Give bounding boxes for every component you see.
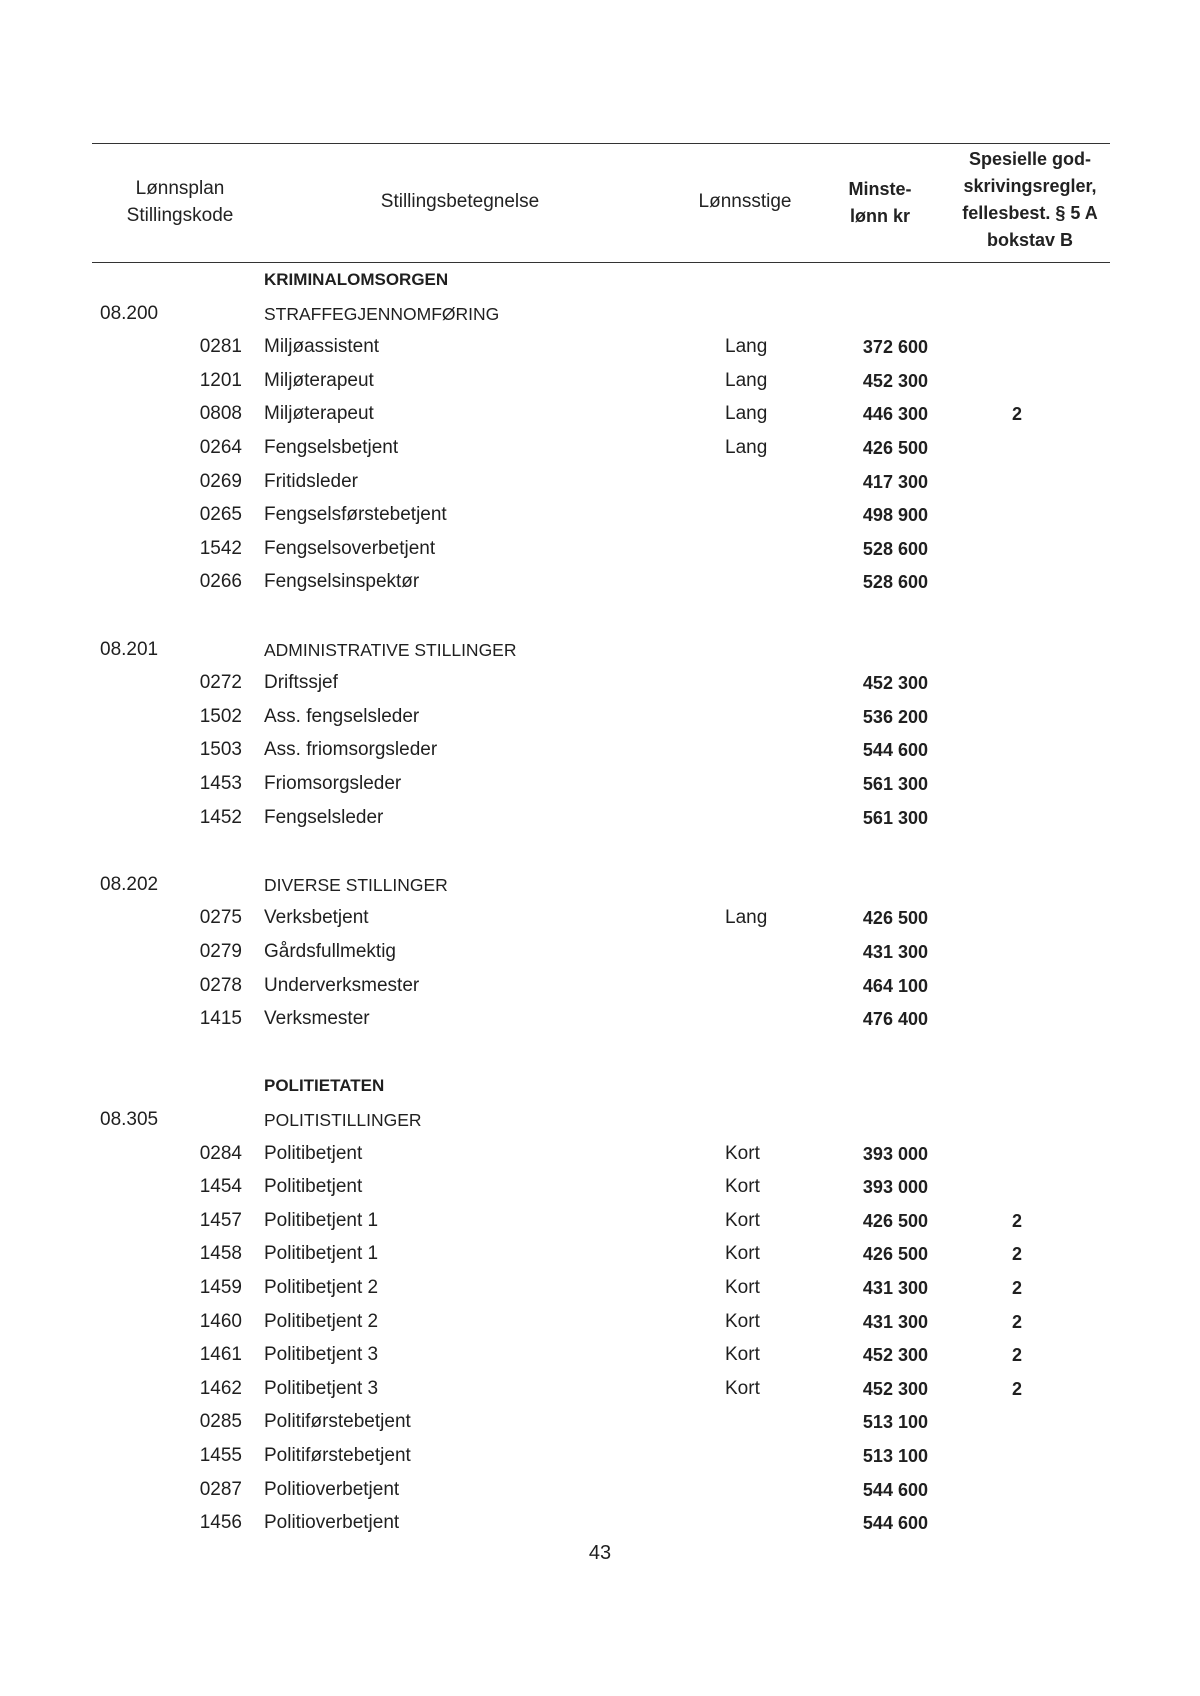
minstelonn-cell: 417 300 [862, 471, 928, 492]
table-row [0, 1272, 1200, 1304]
minstelonn-cell: 426 500 [862, 908, 928, 929]
minstelonn-cell: 464 100 [862, 975, 928, 996]
table-row [0, 1440, 1200, 1472]
stillingsbetegnelse-cell: Underverksmester [264, 974, 420, 996]
header-minstelonn [820, 176, 940, 230]
table-row [0, 1171, 1200, 1203]
stillingskode-cell: 1503 [199, 739, 242, 761]
header-spes-line2: skrivingsregler, [963, 176, 1097, 196]
stillingskode-cell: 0808 [199, 403, 242, 425]
table-row [0, 331, 1200, 363]
subsection-row [0, 298, 1200, 330]
minstelonn-cell: 528 600 [862, 538, 928, 559]
table-row [0, 398, 1200, 430]
stillingsbetegnelse-cell: Verksbetjent [264, 907, 369, 929]
lonnsstige-cell: Kort [725, 1377, 760, 1399]
table-row [0, 1238, 1200, 1270]
stillingskode-cell: 1502 [199, 705, 242, 727]
header-spes-line3: fellesbest. § 5 A [962, 203, 1098, 223]
minstelonn-cell: 446 300 [862, 404, 928, 425]
stillingskode-cell: 0278 [199, 974, 242, 996]
minstelonn-cell: 513 100 [862, 1412, 928, 1433]
stillingsbetegnelse-cell: Miljøterapeut [264, 369, 374, 391]
stillingsbetegnelse-cell: Fengselsoverbetjent [264, 537, 436, 559]
table-row [0, 1138, 1200, 1170]
stillingskode-cell: 1454 [199, 1176, 242, 1198]
stillingskode-cell: 0287 [199, 1478, 242, 1500]
lonnsplan-cell: 08.201 [100, 638, 159, 660]
minstelonn-cell: 498 900 [862, 505, 928, 526]
table-row [0, 499, 1200, 531]
lonnsstige-cell: Lang [725, 907, 768, 929]
lonnsstige-cell: Lang [725, 403, 768, 425]
minstelonn-cell: 536 200 [862, 706, 928, 727]
lonnsstige-cell: Kort [725, 1176, 760, 1198]
lonnsstige-cell: Kort [725, 1209, 760, 1231]
stillingsbetegnelse-cell: Fengselsbetjent [264, 437, 399, 458]
table-row [0, 802, 1200, 834]
stillingskode-cell: 1452 [199, 806, 242, 828]
section-heading-row [0, 264, 1200, 296]
stillingskode-cell: 1415 [199, 1008, 242, 1030]
table-row [0, 734, 1200, 766]
table-row [0, 1306, 1200, 1338]
spesielle-regler-cell: 2 [1012, 1244, 1023, 1265]
header-spesielle-regler [945, 146, 1115, 254]
table-row [0, 1406, 1200, 1438]
page-number: 43 [588, 1542, 612, 1564]
lonnsstige-cell: Kort [725, 1277, 760, 1298]
spesielle-regler-cell: 2 [1012, 1345, 1023, 1366]
stillingskode-cell: 0266 [199, 571, 242, 593]
minstelonn-cell: 426 500 [862, 438, 928, 458]
stillingsbetegnelse-cell: Politiførstebetjent [264, 1411, 411, 1433]
header-lonnsplan: Lønnsplan [135, 178, 225, 199]
subsection-row [0, 1104, 1200, 1136]
stillingsbetegnelse-cell: STRAFFEGJENNOMFØRING [264, 303, 500, 324]
minstelonn-cell: 426 500 [862, 1244, 928, 1265]
stillingsbetegnelse-cell: Politibetjent 2 [264, 1277, 379, 1298]
spesielle-regler-cell: 2 [1012, 1210, 1023, 1231]
lonnsstige-cell: Kort [725, 1344, 760, 1366]
stillingsbetegnelse-cell: Verksmester [264, 1008, 370, 1030]
stillingskode-cell: 1457 [199, 1209, 242, 1231]
table-row [0, 936, 1200, 968]
table-row [0, 466, 1200, 498]
stillingskode-cell: 1542 [199, 537, 242, 559]
stillingsbetegnelse-cell: Politibetjent 1 [264, 1209, 379, 1231]
stillingskode-cell: 1455 [199, 1445, 242, 1466]
lonnsstige-cell: Lang [725, 437, 768, 458]
header-stillingskode: Stillingskode [126, 205, 234, 226]
table-row [0, 1003, 1200, 1035]
stillingsbetegnelse-cell: Miljøterapeut [264, 403, 374, 425]
minstelonn-cell: 452 300 [862, 1345, 928, 1366]
minstelonn-cell: 544 600 [862, 1479, 928, 1500]
stillingskode-cell: 1456 [199, 1512, 242, 1534]
stillingsbetegnelse-cell: Gårdsfullmektig [264, 941, 396, 962]
stillingsbetegnelse-cell: Politibetjent [264, 1142, 363, 1164]
lonnsstige-cell: Lang [725, 336, 768, 358]
header-minstelonn-line1: Minste- [848, 179, 912, 199]
minstelonn-cell: 431 300 [862, 942, 928, 962]
stillingskode-cell: 1459 [199, 1277, 242, 1298]
stillingsbetegnelse-cell: Politibetjent 1 [264, 1243, 379, 1265]
header-lonnsstige: Lønnsstige [698, 191, 792, 212]
table-row [0, 768, 1200, 800]
stillingsbetegnelse-cell: Fengselsleder [264, 806, 384, 828]
header-spes-line4: bokstav B [986, 230, 1074, 250]
lonnsplan-cell: 08.200 [100, 302, 159, 324]
table-row [0, 667, 1200, 699]
header-rule-bottom [92, 262, 1110, 263]
stillingskode-cell: 0269 [199, 470, 242, 492]
header-spes-line1: Spesielle god- [968, 149, 1092, 169]
stillingsbetegnelse-cell: Fengselsinspektør [264, 571, 420, 593]
minstelonn-cell: 431 300 [862, 1311, 928, 1332]
table-row [0, 1373, 1200, 1405]
minstelonn-cell: 393 000 [862, 1177, 928, 1198]
table-row [0, 432, 1200, 464]
table-row [0, 1507, 1200, 1539]
table-row [0, 365, 1200, 397]
stillingskode-cell: 0284 [199, 1142, 242, 1164]
table-row [0, 970, 1200, 1002]
stillingskode-cell: 1201 [199, 369, 242, 391]
table-row [0, 566, 1200, 598]
stillingskode-cell: 1460 [199, 1310, 242, 1332]
minstelonn-cell: 561 300 [862, 807, 928, 828]
minstelonn-cell: 528 600 [862, 572, 928, 593]
stillingskode-cell: 1461 [199, 1344, 242, 1366]
lonnsstige-cell: Lang [725, 369, 768, 391]
stillingskode-cell: 0281 [199, 336, 242, 358]
minstelonn-cell: 452 300 [862, 673, 928, 694]
stillingsbetegnelse-cell: Politioverbetjent [264, 1512, 400, 1534]
stillingskode-cell: 0272 [199, 672, 242, 694]
stillingsbetegnelse-cell: Politibetjent 3 [264, 1377, 379, 1399]
stillingskode-cell: 1453 [199, 773, 242, 794]
stillingskode-cell: 1462 [199, 1377, 242, 1399]
stillingskode-cell: 1458 [199, 1243, 242, 1265]
stillingsbetegnelse-cell: KRIMINALOMSORGEN [264, 270, 449, 289]
spesielle-regler-cell: 2 [1012, 1278, 1023, 1298]
minstelonn-cell: 393 000 [862, 1143, 928, 1164]
lonnsstige-cell: Kort [725, 1142, 760, 1164]
stillingsbetegnelse-cell: POLITIETATEN [264, 1076, 385, 1096]
minstelonn-cell: 544 600 [862, 740, 928, 761]
spesielle-regler-cell: 2 [1012, 1378, 1023, 1399]
stillingsbetegnelse-cell: Politibetjent 3 [264, 1344, 379, 1366]
stillingsbetegnelse-cell: ADMINISTRATIVE STILLINGER [264, 639, 517, 660]
lonnsplan-cell: 08.305 [100, 1109, 159, 1130]
spesielle-regler-cell: 2 [1012, 1311, 1023, 1332]
stillingsbetegnelse-cell: DIVERSE STILLINGER [264, 874, 448, 895]
subsection-row [0, 869, 1200, 901]
header-minstelonn-line2: lønn kr [849, 206, 910, 226]
minstelonn-cell: 431 300 [862, 1278, 928, 1298]
stillingsbetegnelse-cell: Friomsorgsleder [264, 773, 402, 794]
minstelonn-cell: 372 600 [862, 337, 928, 358]
minstelonn-cell: 476 400 [862, 1009, 928, 1030]
stillingsbetegnelse-cell: Driftssjef [264, 672, 338, 694]
table-row [0, 902, 1200, 934]
stillingsbetegnelse-cell: Politiførstebetjent [264, 1445, 411, 1466]
minstelonn-cell: 452 300 [862, 1378, 928, 1399]
table-row [0, 1474, 1200, 1506]
table-row [0, 1205, 1200, 1237]
stillingsbetegnelse-cell: Politioverbetjent [264, 1478, 400, 1500]
minstelonn-cell: 544 600 [862, 1513, 928, 1534]
stillingsbetegnelse-cell: Fengselsførstebetjent [264, 504, 447, 526]
stillingsbetegnelse-cell: Politibetjent 2 [264, 1310, 379, 1332]
minstelonn-cell: 513 100 [862, 1446, 928, 1466]
spesielle-regler-cell: 2 [1012, 404, 1023, 425]
table-row [0, 701, 1200, 733]
stillingsbetegnelse-cell: Miljøassistent [264, 336, 380, 358]
stillingsbetegnelse-cell: Politibetjent [264, 1176, 363, 1198]
header-lonnsplan-stillingskode [100, 175, 260, 229]
stillingskode-cell: 0279 [199, 941, 242, 962]
lonnsstige-cell: Kort [725, 1310, 760, 1332]
minstelonn-cell: 561 300 [862, 774, 928, 794]
stillingsbetegnelse-cell: POLITISTILLINGER [264, 1110, 422, 1130]
stillingsbetegnelse-cell: Ass. fengselsleder [264, 705, 420, 727]
table-row [0, 1339, 1200, 1371]
stillingsbetegnelse-cell: Ass. friomsorgsleder [264, 739, 438, 761]
stillingskode-cell: 0264 [199, 437, 242, 458]
stillingskode-cell: 0265 [199, 504, 242, 526]
lonnsstige-cell: Kort [725, 1243, 760, 1265]
stillingskode-cell: 0285 [199, 1411, 242, 1433]
table-row [0, 533, 1200, 565]
lonnsplan-cell: 08.202 [100, 873, 159, 895]
section-heading-row [0, 1070, 1200, 1102]
stillingskode-cell: 0275 [199, 907, 242, 929]
header-stillingsbetegnelse: Stillingsbetegnelse [380, 191, 540, 212]
header-rule-top [92, 143, 1110, 144]
stillingsbetegnelse-cell: Fritidsleder [264, 470, 358, 492]
minstelonn-cell: 426 500 [862, 1210, 928, 1231]
minstelonn-cell: 452 300 [862, 370, 928, 391]
subsection-row [0, 634, 1200, 666]
